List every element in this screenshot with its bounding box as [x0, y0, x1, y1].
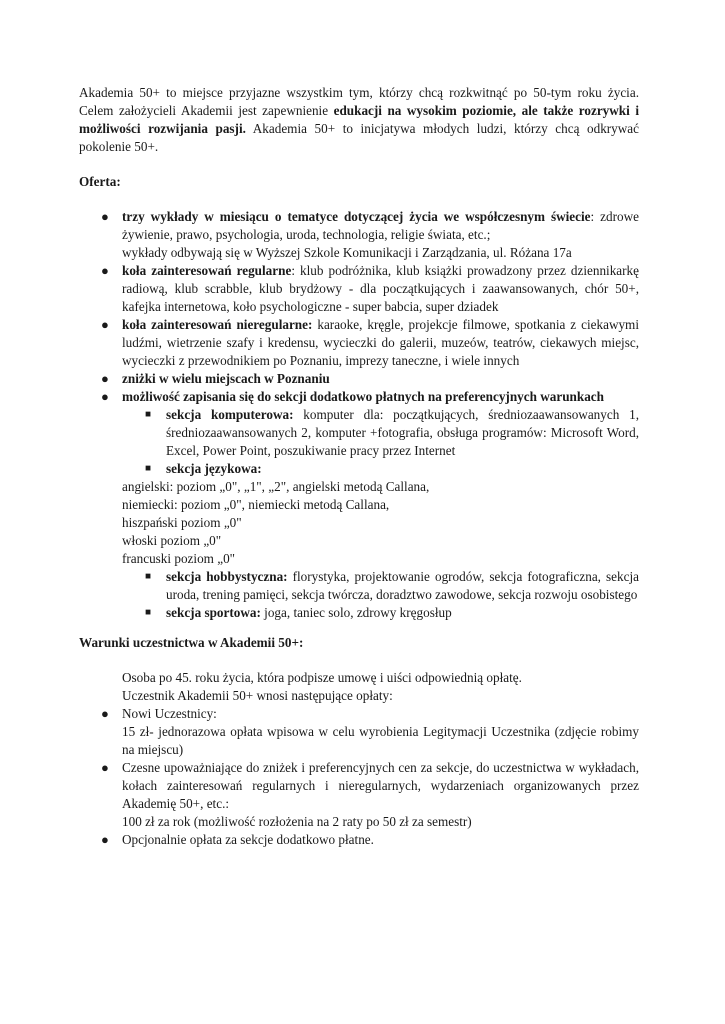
language-line: włoski poziom „0"	[122, 533, 222, 548]
language-line: francuski poziom „0"	[122, 551, 236, 566]
list-item: ● Nowi Uczestnicy: 15 zł- jednorazowa opłata wpisowa w celu wyrobienia Legitymacji Uczestnika (zdjęcie robimy na miejscu)	[101, 706, 639, 757]
language-line: niemiecki: poziom „0", niemiecki metodą Callana,	[122, 497, 390, 512]
oplaty-list	[79, 705, 639, 849]
intro-bold: edukacji na wysokim poziomie, ale także rozrywki i możliwości rozwijania pasji.	[79, 103, 639, 136]
oferta-list	[79, 208, 639, 406]
language-line: angielski: poziom „0", „1", „2", angielski metodą Callana,	[122, 479, 430, 494]
square-bullet-icon: ■	[145, 463, 152, 474]
list-item: ● Czesne upoważniające do zniżek i preferencyjnych cen za sekcje, do uczestnictwa w wykładach, kołach zainteresowań regularnych i nieregularnych, wydarzeniach organizowanych przez Akademię 50+, etc.: 100 zł za rok (możliwość rozłożenia na 2 raty po 50 zł za semestr)	[101, 760, 639, 829]
list-item: ● koła zainteresowań regularne: klub podróżnika, klub książki prowadzony przez dziennikarkę radiową, klub scrabble, klub brydżowy - dla początkujących i zaawansowanych, chór 50+, kafejka internetowa, koło psychologiczne - super babcia, super dziadek	[101, 263, 639, 314]
bullet-icon: ●	[101, 832, 109, 847]
sekcje-list	[79, 406, 639, 478]
warunki-heading: Warunki uczestnictwa w Akademii 50+:	[79, 635, 304, 650]
bullet-icon: ●	[101, 371, 109, 386]
list-item: ● zniżki w wielu miejscach w Poznaniu	[101, 371, 330, 386]
language-lines	[79, 478, 639, 568]
document-page	[79, 84, 639, 849]
sekcja-jezykowa: ■ sekcja językowa:	[145, 461, 262, 476]
language-line: hiszpański poziom „0"	[122, 515, 242, 530]
intro-text-1: Akademia 50+ to miejsce przyjazne wszystkim tym, którzy chcą rozkwitnąć po 50-tym roku życia. Celem założycieli Akademii jest zapewnienie	[79, 85, 639, 118]
list-item: ● trzy wykłady w miesiącu o tematyce dotyczącej życia we współczesnym świecie: zdrowe żywienie, prawo, psychologia, uroda, technologia, religie świata, etc.; wykłady odbywają się w Wyższej Szkole Komunikacji i Zarządzania, ul. Różana 17a	[101, 209, 639, 260]
warunki-line: Osoba po 45. roku życia, która podpisze umowę i uiści odpowiednią opłatę.	[122, 670, 522, 685]
warunki-intro	[79, 669, 639, 705]
warunki-line: Uczestnik Akademii 50+ wnosi następujące opłaty:	[122, 688, 393, 703]
square-bullet-icon: ■	[145, 571, 152, 582]
bullet-icon: ●	[101, 389, 109, 404]
intro-paragraph	[79, 84, 639, 156]
bullet-icon: ●	[101, 317, 109, 332]
sekcja-sportowa: ■ sekcja sportowa: joga, taniec solo, zdrowy kręgosłup	[145, 605, 452, 620]
list-item: ● możliwość zapisania się do sekcji dodatkowo płatnych na preferencyjnych warunkach	[101, 389, 604, 404]
bullet-icon: ●	[101, 209, 109, 224]
bullet-icon: ●	[101, 706, 109, 721]
sekcja-komputerowa: ■ sekcja komputerowa: komputer dla: początkujących, średniozaawansowanych 1, średniozaawansowanych 2, komputer +fotografia, obsługa programów: Microsoft Word, Excel, Power Point, poszukiwanie pracy przez Internet	[145, 407, 639, 458]
bullet-icon: ●	[101, 263, 109, 278]
bullet-icon: ●	[101, 760, 109, 775]
square-bullet-icon: ■	[145, 607, 152, 618]
list-item: ● koła zainteresowań nieregularne: karaoke, kręgle, projekcje filmowe, spotkania z ciekawymi ludźmi, wietrzenie szafy i kredensu, wycieczki do galerii, muzeów, teatrów, ciekawych miejsc, wycieczki z przewodnikiem po Poznaniu, imprezy taneczne, i wiele innych	[101, 317, 639, 368]
sekcje-list-2	[79, 568, 639, 622]
oferta-heading: Oferta:	[79, 174, 121, 189]
intro-text-2: Akademia 50+ to inicjatywa młodych ludzi, którzy chcą odkrywać pokolenie 50+.	[79, 121, 640, 154]
sekcja-hobbystyczna: ■ sekcja hobbystyczna: florystyka, projektowanie ogrodów, sekcja fotograficzna, sekcja uroda, trening pamięci, sekcja twórcza, doradztwo zawodowe, sekcja rozwoju osobistego	[145, 569, 639, 602]
list-item: ● Opcjonalnie opłata za sekcje dodatkowo płatne.	[101, 832, 374, 847]
square-bullet-icon: ■	[145, 409, 152, 420]
